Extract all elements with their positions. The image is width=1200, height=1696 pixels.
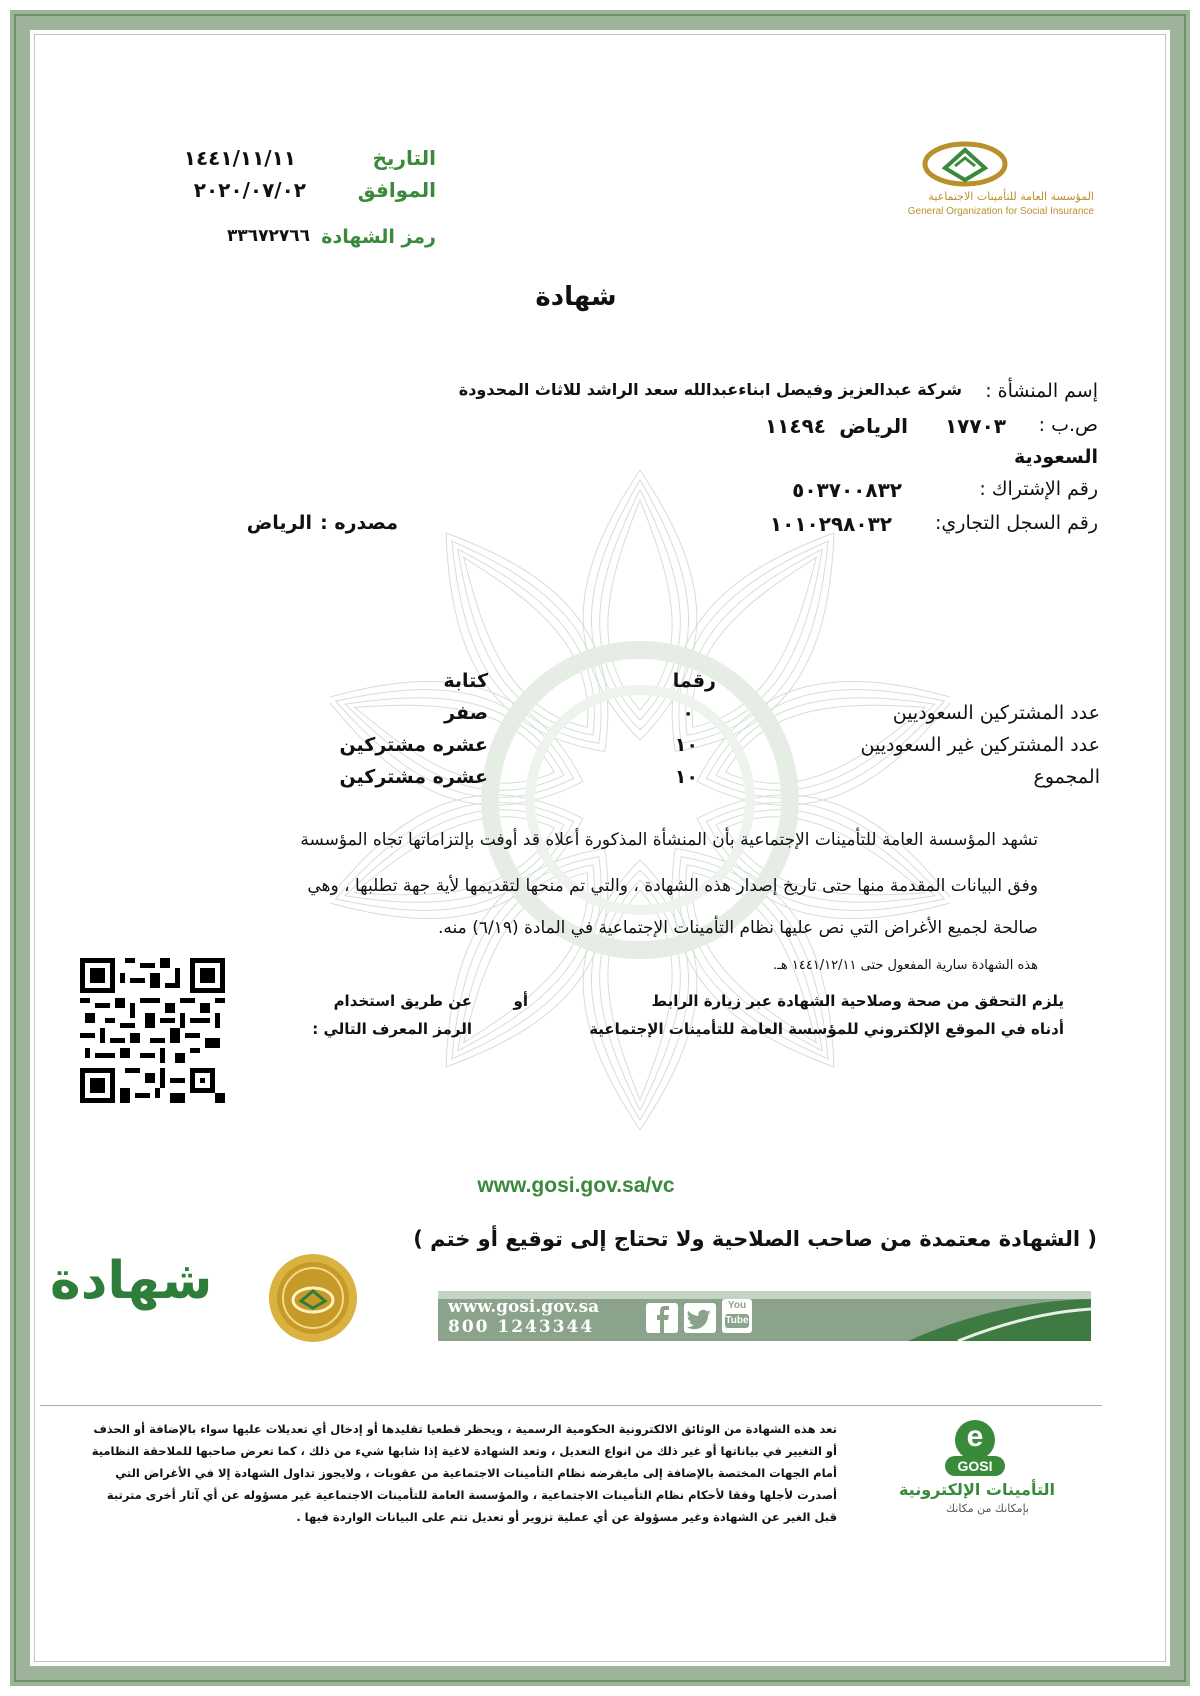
statement-line-1: تشهد المؤسسة العامة للتأمينات الإجتماعية بأن المنشأة المذكورة أعلاه قد أوفت بإلتزاماتها تجاه المؤسسة — [300, 830, 1038, 850]
disclaimer-line-3: أمام الجهات المختصة بالإضافة إلى مايفرضه نظام التأمينات الاجتماعية من عقوبات ، ولايجوز تداول الشهادة إلا في الأغراض التي — [115, 1466, 837, 1480]
youtube-icon[interactable] — [722, 1299, 752, 1333]
disclaimer-line-4: أصدرت لأجلها وفقا لأحكام نظام التأمينات الاجتماعية ، والمؤسسة العامة للتأمينات الاجتماعية غير مسؤوله عن أي آثار أخرى مترتبة — [106, 1488, 837, 1502]
banner-website[interactable]: www.gosi.gov.sa — [448, 1297, 600, 1317]
certificate-code-value: ٣٣٦٧٢٧٦٦ — [226, 226, 310, 246]
gold-seal-icon — [268, 1253, 358, 1343]
establishment-name-label: إسم المنشأة : — [985, 380, 1098, 402]
header-numeric: رقما — [672, 670, 716, 692]
qr-code[interactable] — [80, 958, 225, 1103]
commercial-reg-label: رقم السجل التجاري: — [935, 512, 1098, 534]
postal-code: ١١٤٩٤ — [764, 414, 826, 438]
gosi-name-en: General Organization for Social Insurance — [907, 206, 1094, 217]
row-nonsaudi-text: عشره مشتركين — [339, 734, 488, 756]
brand-word: شهادة — [50, 1251, 213, 1311]
corresponding-value: ٢٠٢٠/٠٧/٠٢ — [193, 178, 306, 202]
footer-divider — [40, 1405, 1102, 1406]
verify-line-1: يلزم التحقق من صحة وصلاحية الشهادة عبر زيارة الرابط — [651, 992, 1064, 1010]
establishment-name-value: شركة عبدالعزيز وفيصل ابناءعبدالله سعد الراشد للاثاث المحدودة — [458, 380, 962, 399]
page-title: شهادة — [535, 282, 617, 312]
row-total-label: المجموع — [1033, 766, 1100, 788]
row-nonsaudi-numeric: ١٠ — [674, 734, 698, 756]
row-nonsaudi-label: عدد المشتركين غير السعوديين — [860, 734, 1100, 756]
source-value: الرياض — [246, 512, 312, 534]
row-saudi-numeric: ٠ — [682, 702, 694, 724]
corresponding-label: الموافق — [357, 178, 436, 202]
po-box-value: ١٧٧٠٣ — [944, 414, 1006, 438]
contact-banner — [438, 1291, 1091, 1341]
row-saudi-text: صفر — [444, 702, 488, 724]
gosi-logo — [832, 138, 1102, 230]
row-total-numeric: ١٠ — [674, 766, 698, 788]
row-total-text: عشره مشتركين — [339, 766, 488, 788]
po-box-label: ص.ب : — [1038, 414, 1098, 436]
gosi-emblem-icon — [920, 138, 1010, 188]
verification-url[interactable]: www.gosi.gov.sa/vc — [477, 1174, 675, 1197]
subscription-label: رقم الإشتراك : — [979, 478, 1098, 500]
watermark-rosette — [330, 440, 950, 1180]
disclaimer-line-5: قبل الغير عن الشهادة وغير مسؤولة عن أي عملية تزوير أو تعديل تتم على البيانات الواردة فيها . — [296, 1510, 837, 1524]
gosi-name-ar: المؤسسة العامة للتأمينات الاجتماعية — [928, 190, 1094, 203]
youtube-top-text: You — [727, 1300, 747, 1311]
egosi-letter: e — [966, 1420, 984, 1453]
subscribers-table — [100, 662, 1100, 792]
verify-line-2: أدناه في الموقع الإلكتروني للمؤسسة العامة للتأمينات الإجتماعية — [589, 1020, 1064, 1038]
verify-alt-line-2: الرمز المعرف التالي : — [312, 1020, 472, 1038]
certificate-code-label: رمز الشهادة — [321, 226, 436, 248]
youtube-bottom-text: Tube — [725, 1315, 749, 1326]
date-value: ١٤٤١/١١/١١ — [183, 146, 296, 170]
row-saudi-label: عدد المشتركين السعوديين — [892, 702, 1100, 724]
header-text: كتابة — [443, 670, 488, 692]
statement-line-2: وفق البيانات المقدمة منها حتى تاريخ إصدار هذه الشهادة ، والتي تم منحها لتقديمها لأية جهة تطلبها ، وهي — [307, 876, 1038, 896]
verify-alt-line-1: عن طريق استخدام — [333, 992, 472, 1010]
twitter-icon[interactable] — [684, 1303, 716, 1333]
approval-note: ( الشهادة معتمدة من صاحب الصلاحية ولا تحتاج إلى توقيع أو ختم ) — [413, 1227, 1097, 1251]
statement-line-3: صالحة لجميع الأغراض التي نص عليها نظام التأمينات الإجتماعية في المادة (٦/١٩) منه. — [438, 918, 1038, 938]
egosi-abbr: GOSI — [957, 1458, 993, 1474]
egosi-title: التأمينات الإلكترونية — [898, 1480, 1055, 1499]
date-label: التاريخ — [372, 146, 436, 170]
verify-or: أو — [513, 992, 528, 1010]
subscription-value: ٥٠٣٧٠٠٨٣٢ — [792, 478, 902, 502]
disclaimer-line-1: تعد هذه الشهادة من الوثائق الالكترونية الحكومية الرسمية ، ويحظر قطعيا تقليدها أو إدخال أي تعديلات عليها سواء بالإضافة أو الحذف — [93, 1422, 837, 1436]
commercial-reg-value: ١٠١٠٢٩٨٠٣٢ — [769, 512, 892, 536]
egosi-logo — [885, 1418, 1065, 1518]
po-box-city: الرياض — [839, 414, 908, 438]
disclaimer-line-2: أو التغيير في بياناتها أو غير ذلك من انواع التعديل ، وتعد الشهادة لاغية إذا شابها شيء من ذلك ، كما تعرض صاحبها للملاحقة النظامية — [91, 1444, 837, 1458]
facebook-icon[interactable] — [646, 1303, 678, 1333]
disclaimer — [91, 1418, 837, 1528]
source-label: مصدره : — [320, 512, 398, 534]
banner-phone[interactable]: 800 1243344 — [448, 1317, 595, 1337]
country: السعودية — [1013, 446, 1098, 468]
validity-text: هذه الشهادة سارية المفعول حتى ١٤٤١/١٢/١١ هـ. — [772, 958, 1038, 973]
egosi-tagline: بإمكانك من مكانك — [946, 1502, 1029, 1515]
